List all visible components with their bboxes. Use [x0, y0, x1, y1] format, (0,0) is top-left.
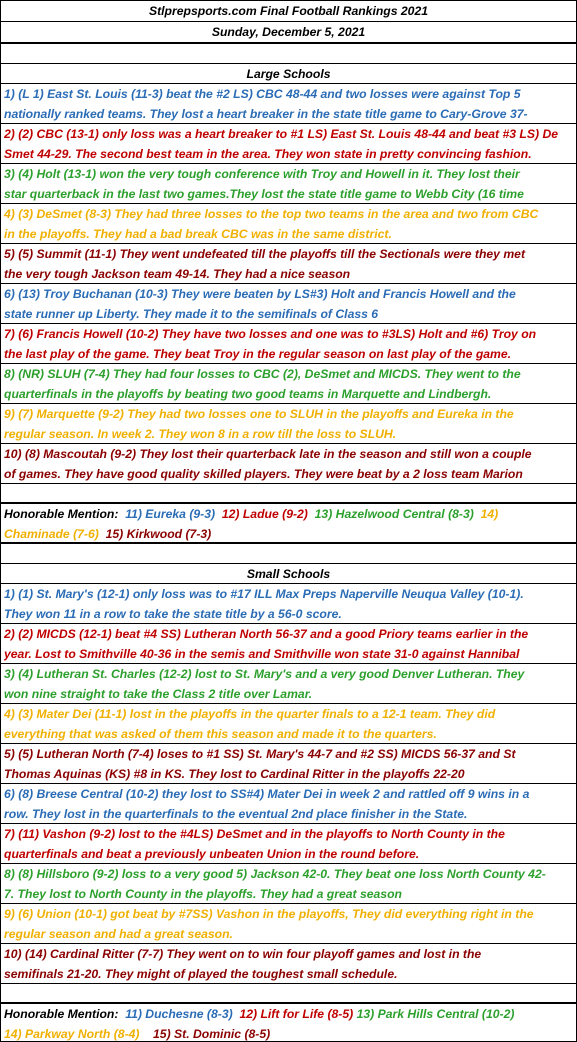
ranking-entry	[1, 824, 576, 863]
small-entry-2	[1, 624, 576, 664]
entry-line: 7) (11) Vashon (9-2) lost to the #4LS) DeSmet and in the playoffs to North County in the	[4, 827, 505, 841]
large-entry-6	[1, 284, 576, 324]
small-entry-7	[1, 824, 576, 864]
entry-line: the last play of the game. They beat Troy in the regular season on last play of the game.	[4, 347, 512, 361]
date-row	[1, 22, 576, 44]
title-row	[1, 1, 576, 22]
honorable-item: 15) St. Dominic (8-5)	[153, 1027, 271, 1041]
large-entry-1	[1, 84, 576, 124]
entry-line: 10) (14) Cardinal Ritter (7-7) They went on to win four playoff games and lost in the	[4, 947, 482, 961]
small-entry-8	[1, 864, 576, 904]
honorable-line-1	[4, 504, 573, 524]
page-date: Sunday, December 5, 2021	[211, 25, 366, 39]
small-honorable-mention	[1, 1004, 576, 1041]
ranking-entry	[1, 444, 576, 483]
entry-line: 7) (6) Francis Howell (10-2) They have two losses and one was to #3LS) Holt and #6) Troy on	[4, 327, 537, 341]
ranking-entry	[1, 244, 576, 283]
ranking-entry	[1, 164, 576, 203]
ranking-entry	[1, 124, 576, 163]
ranking-entry	[1, 784, 576, 823]
ranking-entry	[1, 204, 576, 243]
spacer-row	[1, 484, 576, 504]
small-entry-10	[1, 944, 576, 984]
ranking-entry	[1, 624, 576, 663]
entry-line: everything that was asked of them this season and made it to the quarters.	[4, 727, 437, 741]
honorable-line-2	[4, 1024, 573, 1041]
entry-line: 6) (13) Troy Buchanan (10-3) They were beaten by LS#3) Holt and Francis Howell and the	[4, 287, 516, 301]
entry-line: 9) (7) Marquette (9-2) They had two losses one to SLUH in the playoffs and Eureka in the	[4, 407, 514, 421]
entry-line: 7. They lost to North County in the playoffs. They had a great season	[4, 887, 402, 901]
small-entry-6	[1, 784, 576, 824]
ranking-entry	[1, 584, 576, 623]
entry-line: 2) (2) CBC (13-1) only loss was a heart breaker to #1 LS) East St. Louis 48-44 and beat #3 LS) De	[4, 127, 559, 141]
large-entry-5	[1, 244, 576, 284]
ranking-entry	[1, 284, 576, 323]
entry-line: nationally ranked teams. They lost a heart breaker in the state title game to Cary-Grove 37-	[4, 107, 528, 121]
entry-line: in the playoffs. They had a bad break CBC was in the same district.	[4, 227, 392, 241]
entry-line: 10) (8) Mascoutah (9-2) They lost their quarterback late in the season and still won a couple	[4, 447, 532, 461]
entry-line: 1) (L 1) East St. Louis (11-3) beat the #2 LS) CBC 48-44 and two losses were against Top 5	[4, 87, 521, 101]
ranking-entry	[1, 404, 576, 443]
entry-line: 9) (6) Union (10-1) got beat by #7SS) Vashon in the playoffs, They did everything right in the	[4, 907, 534, 921]
entry-line: Thomas Aquinas (KS) #8 in KS. They lost to Cardinal Ritter in the playoffs 22-20	[4, 767, 465, 781]
section-heading-small: Small Schools	[246, 567, 331, 581]
entry-line: year. Lost to Smithville 40-36 in the semis and Smithville won state 31-0 against Hannibal	[4, 647, 520, 661]
honorable-item: 12) Ladue (9-2)	[221, 507, 308, 521]
small-entry-1	[1, 584, 576, 624]
entry-line: row. They lost in the quarterfinals to the eventual 2nd place finisher in the State.	[4, 807, 468, 821]
spacer-row	[1, 44, 576, 64]
entry-line: state runner up Liberty. They made it to the semifinals of Class 6	[4, 307, 379, 321]
large-entry-8	[1, 364, 576, 404]
honorable-item: 13) Hazelwood Central (8-3)	[314, 507, 474, 521]
entry-line: quarterfinals and beat a previously unbeaten Union in the round before.	[4, 847, 420, 861]
entry-line: Smet 44-29. The second best team in the area. They won state in pretty convincing fashion.	[4, 147, 532, 161]
large-entry-3	[1, 164, 576, 204]
entry-line: 2) (2) MICDS (12-1) beat #4 SS) Lutheran North 56-37 and a good Priory teams earlier in the	[4, 627, 529, 641]
honorable-item: 15) Kirkwood (7-3)	[105, 527, 212, 541]
ranking-entry	[1, 324, 576, 363]
entry-line: star quarterback in the last two games.They lost the state title game to Webb City (16 time	[4, 187, 524, 201]
ranking-entry	[1, 84, 576, 123]
entry-line: 3) (4) Holt (13-1) won the very tough conference with Troy and Howell in it. They lost their	[4, 167, 520, 181]
entry-line: quarterfinals in the playoffs by beating two good teams in Marquette and Lindbergh.	[4, 387, 492, 401]
entry-line: regular season. In week 2. They won 8 in a row till the loss to SLUH.	[4, 427, 397, 441]
entry-line: of games. They have good quality skilled players. They were beat by a 2 loss team Marion	[4, 467, 523, 481]
ranking-entry	[1, 744, 576, 783]
spacer-row	[1, 544, 576, 564]
entry-line: They won 11 in a row to take the state title by a 56-0 score.	[4, 607, 342, 621]
small-schools-heading-row	[1, 564, 576, 584]
entry-line: won nine straight to take the Class 2 title over Lamar.	[4, 687, 313, 701]
large-entry-4	[1, 204, 576, 244]
spacer-row	[1, 984, 576, 1004]
honorable-label: Honorable Mention:	[4, 507, 119, 521]
honorable-item: 11) Duchesne (8-3)	[125, 1007, 233, 1021]
entry-line: 1) (1) St. Mary's (12-1) only loss was to #17 ILL Max Preps Naperville Neuqua Valley (10-1).	[4, 587, 524, 601]
honorable-item: 13) Park Hills Central (10-2)	[356, 1007, 515, 1021]
honorable-label: Honorable Mention:	[4, 1007, 119, 1021]
small-entry-3	[1, 664, 576, 704]
large-entry-7	[1, 324, 576, 364]
large-entry-9	[1, 404, 576, 444]
honorable-line-2	[4, 524, 573, 544]
ranking-entry	[1, 364, 576, 403]
honorable-item: 14)	[480, 507, 499, 521]
large-honorable-mention	[1, 504, 576, 544]
section-heading-large: Large Schools	[246, 67, 331, 81]
small-entry-5	[1, 744, 576, 784]
ranking-entry	[1, 904, 576, 943]
entry-line: 3) (4) Lutheran St. Charles (12-2) lost to St. Mary's and a very good Denver Lutheran. They	[4, 667, 525, 681]
honorable-item: 14) Parkway North (8-4)	[4, 1027, 140, 1041]
large-schools-heading-row	[1, 64, 576, 84]
honorable-item: 11) Eureka (9-3)	[125, 507, 216, 521]
ranking-entry	[1, 864, 576, 903]
entry-line: the very tough Jackson team 49-14. They had a nice season	[4, 267, 351, 281]
entry-line: 8) (8) Hillsboro (9-2) loss to a very good 5) Jackson 42-0. They beat one loss North County 42-	[4, 867, 546, 881]
honorable-item: 12) Lift for Life (8-5)	[239, 1007, 354, 1021]
large-entry-2	[1, 124, 576, 164]
large-entry-10	[1, 444, 576, 484]
small-entry-9	[1, 904, 576, 944]
entry-line: 4) (3) Mater Dei (11-1) lost in the playoffs in the quarter finals to a 12-1 team. They did	[4, 707, 496, 721]
ranking-entry	[1, 704, 576, 743]
entry-line: 8) (NR) SLUH (7-4) They had four losses to CBC (2), DeSmet and MICDS. They went to the	[4, 367, 521, 381]
honorable-line-1	[4, 1004, 573, 1024]
honorable-item: Chaminade (7-6)	[4, 527, 99, 541]
honorable-mention-cell	[1, 504, 576, 542]
entry-line: 5) (5) Summit (11-1) They went undefeated till the playoffs till the Sectionals were they met	[4, 247, 526, 261]
entry-line: 6) (8) Breese Central (10-2) they lost to SS#4) Mater Dei in week 2 and rattled off 9 wins in a	[4, 787, 530, 801]
small-entry-4	[1, 704, 576, 744]
entry-line: 5) (5) Lutheran North (7-4) loses to #1 SS) St. Mary's 44-7 and #2 SS) MICDS 56-37 and St	[4, 747, 516, 761]
entry-line: semifinals 21-20. They might of played the toughest small schedule.	[4, 967, 398, 981]
ranking-entry	[1, 664, 576, 703]
entry-line: regular season and had a great season.	[4, 927, 233, 941]
entry-line: 4) (3) DeSmet (8-3) They had three losses to the top two teams in the area and two from CBC	[4, 207, 539, 221]
ranking-entry	[1, 944, 576, 983]
honorable-mention-cell	[1, 1004, 576, 1041]
page-title: Stlprepsports.com Final Football Rankings 2021	[148, 4, 428, 18]
